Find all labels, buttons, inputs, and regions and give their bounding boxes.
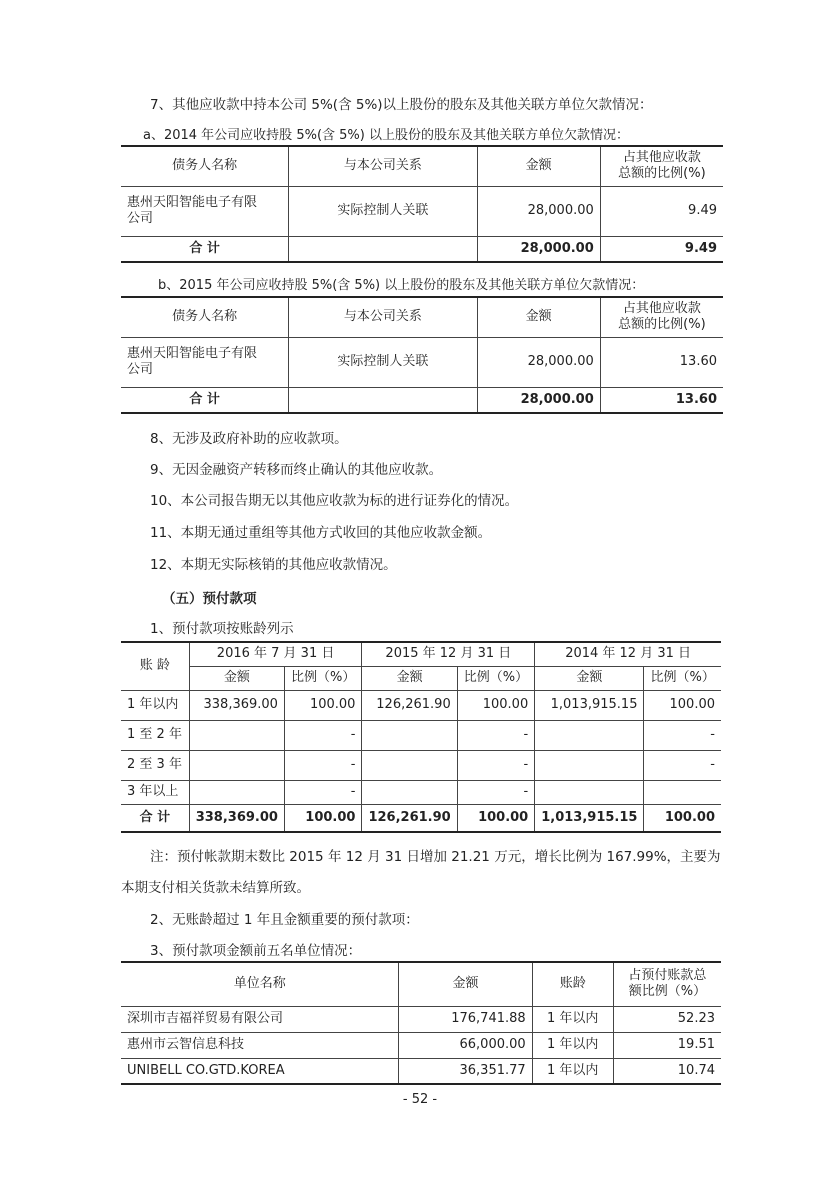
cell-debtor-name — [121, 186, 289, 236]
total-amount: 28,000.00 — [477, 387, 600, 413]
header-age: 账 龄 — [121, 642, 189, 690]
cell-amount: 28,000.00 — [477, 186, 600, 236]
cell-value: 100.00 — [284, 690, 362, 720]
table-top5-prepayments — [121, 961, 721, 1085]
cell-ratio: 9.49 — [600, 186, 723, 236]
header-ratio-line2: 总额的比例(%) — [618, 166, 706, 182]
table-row — [121, 1058, 721, 1084]
table-row — [121, 750, 721, 780]
total-value: 126,261.90 — [362, 804, 457, 832]
cell-value — [535, 750, 644, 780]
cell-value — [189, 720, 284, 750]
debtor-name-line2: 公司 — [127, 362, 154, 377]
cell-unit-name: 惠州市云智信息科技 — [121, 1032, 399, 1058]
section5-sub1: 1、预付款项按账龄列示 — [150, 621, 294, 637]
table-row — [121, 720, 721, 750]
section7-title: 7、其他应收款中持本公司 5%(含 5%)以上股份的股东及其他关联方单位欠款情况： — [150, 97, 653, 113]
total-amount: 28,000.00 — [477, 236, 600, 262]
header-amount: 金额 — [399, 962, 532, 1006]
cell-age: 3 年以上 — [121, 780, 189, 804]
table-2014-related-receivables — [121, 145, 723, 263]
header-period-2015: 2015 年 12 月 31 日 — [362, 642, 535, 666]
cell-value — [362, 750, 457, 780]
cell-value: 100.00 — [644, 690, 721, 720]
note-line1: 注：预付帐款期末数比 2015 年 12 月 31 日增加 21.21 万元，增长比例为 167.99%，主要为 — [150, 849, 721, 865]
header-amount: 金额 — [477, 297, 600, 337]
cell-unit-name: 深圳市吉福祥贸易有限公司 — [121, 1006, 399, 1032]
cell-unit-name: UNIBELL CO.GTD.KOREA — [121, 1058, 399, 1084]
cell-value: - — [457, 750, 535, 780]
cell-relation: 实际控制人关联 — [289, 337, 477, 387]
header-unit-name: 单位名称 — [121, 962, 399, 1006]
total-value: 338,369.00 — [189, 804, 284, 832]
total-value: 100.00 — [457, 804, 535, 832]
cell-value: 126,261.90 — [362, 690, 457, 720]
item-10: 10、本公司报告期无以其他应收款为标的进行证券化的情况。 — [150, 493, 519, 509]
total-relation-empty — [289, 236, 477, 262]
header-ratio-line1: 占其他应收款 — [622, 301, 701, 317]
total-label: 合 计 — [121, 387, 289, 413]
section7-b-title: b、2015 年公司应收持股 5%(含 5%) 以上股份的股东及其他关联方单位欠款情况： — [158, 278, 645, 293]
header-ratio: 比例（%） — [644, 666, 721, 690]
header-amount: 金额 — [362, 666, 457, 690]
section5-sub3: 3、预付款项金额前五名单位情况： — [150, 943, 362, 959]
header-amount: 金额 — [477, 146, 600, 186]
cell-value — [362, 720, 457, 750]
header-age: 账龄 — [532, 962, 613, 1006]
total-row — [121, 236, 723, 262]
header-amount: 金额 — [535, 666, 644, 690]
header-relation: 与本公司关系 — [289, 146, 477, 186]
cell-value: 100.00 — [457, 690, 535, 720]
header-relation: 与本公司关系 — [289, 297, 477, 337]
table-row — [121, 1006, 721, 1032]
header-ratio: 比例（%） — [284, 666, 362, 690]
cell-value — [535, 720, 644, 750]
cell-age: 1 年以内 — [532, 1058, 613, 1084]
cell-value — [535, 780, 644, 804]
cell-amount: 66,000.00 — [399, 1032, 532, 1058]
section5-heading: （五）预付款项 — [162, 591, 257, 607]
section7-a-title: a、2014 年公司应收持股 5%(含 5%) 以上股份的股东及其他关联方单位欠款情况： — [143, 128, 629, 143]
header-ratio — [600, 297, 723, 337]
cell-ratio: 19.51 — [613, 1032, 721, 1058]
header-period-2016: 2016 年 7 月 31 日 — [189, 642, 362, 666]
cell-value — [644, 780, 721, 804]
item-11: 11、本期无通过重组等其他方式收回的其他应收款金额。 — [150, 525, 492, 541]
cell-amount: 28,000.00 — [477, 337, 600, 387]
item-9: 9、无因金融资产转移而终止确认的其他应收款。 — [150, 462, 443, 478]
header-ratio — [600, 146, 723, 186]
cell-amount: 176,741.88 — [399, 1006, 532, 1032]
header-ratio-line2: 额比例（%） — [628, 984, 707, 1000]
cell-value — [362, 780, 457, 804]
total-relation-empty — [289, 387, 477, 413]
cell-value: - — [284, 720, 362, 750]
debtor-name-line2: 公司 — [127, 211, 154, 226]
table-prepayments-by-age — [121, 641, 721, 833]
cell-age: 1 至 2 年 — [121, 720, 189, 750]
cell-value — [189, 780, 284, 804]
cell-value: - — [284, 750, 362, 780]
cell-age: 2 至 3 年 — [121, 750, 189, 780]
cell-relation: 实际控制人关联 — [289, 186, 477, 236]
total-label: 合 计 — [121, 804, 189, 832]
cell-value: 338,369.00 — [189, 690, 284, 720]
header-ratio-line1: 占其他应收款 — [622, 150, 701, 166]
cell-age: 1 年以内 — [532, 1006, 613, 1032]
cell-value — [189, 750, 284, 780]
total-value: 100.00 — [284, 804, 362, 832]
page-number: - 52 - — [402, 1092, 438, 1107]
table-row — [121, 1032, 721, 1058]
header-ratio-line2: 总额的比例(%) — [618, 317, 706, 333]
header-period-2014: 2014 年 12 月 31 日 — [535, 642, 721, 666]
table-row — [121, 780, 721, 804]
header-debtor-name: 债务人名称 — [121, 297, 289, 337]
debtor-name-line1: 惠州天阳智能电子有限 — [127, 346, 258, 361]
cell-age: 1 年以内 — [121, 690, 189, 720]
header-ratio: 比例（%） — [457, 666, 535, 690]
total-ratio: 13.60 — [600, 387, 723, 413]
header-debtor-name: 债务人名称 — [121, 146, 289, 186]
table-row — [121, 337, 723, 387]
cell-value: - — [644, 720, 721, 750]
cell-ratio: 13.60 — [600, 337, 723, 387]
item-8: 8、无涉及政府补助的应收款项。 — [150, 431, 348, 447]
cell-ratio: 10.74 — [613, 1058, 721, 1084]
cell-value: - — [457, 720, 535, 750]
header-amount: 金额 — [189, 666, 284, 690]
total-ratio: 9.49 — [600, 236, 723, 262]
section5-sub2: 2、无账龄超过 1 年且金额重要的预付款项： — [150, 912, 419, 928]
cell-value: 1,013,915.15 — [535, 690, 644, 720]
item-12: 12、本期无实际核销的其他应收款情况。 — [150, 557, 397, 573]
cell-value: - — [284, 780, 362, 804]
table-row — [121, 690, 721, 720]
total-label: 合 计 — [121, 236, 289, 262]
total-row — [121, 804, 721, 832]
cell-value: - — [457, 780, 535, 804]
table-row — [121, 186, 723, 236]
total-value: 1,013,915.15 — [535, 804, 644, 832]
total-row — [121, 387, 723, 413]
header-ratio-line1: 占预付账款总 — [628, 968, 707, 984]
cell-ratio: 52.23 — [613, 1006, 721, 1032]
header-ratio — [613, 962, 721, 1006]
note-line2: 本期支付相关货款未结算所致。 — [121, 880, 310, 896]
cell-value: - — [644, 750, 721, 780]
cell-age: 1 年以内 — [532, 1032, 613, 1058]
cell-debtor-name — [121, 337, 289, 387]
table-2015-related-receivables — [121, 296, 723, 414]
debtor-name-line1: 惠州天阳智能电子有限 — [127, 195, 258, 210]
cell-amount: 36,351.77 — [399, 1058, 532, 1084]
total-value: 100.00 — [644, 804, 721, 832]
